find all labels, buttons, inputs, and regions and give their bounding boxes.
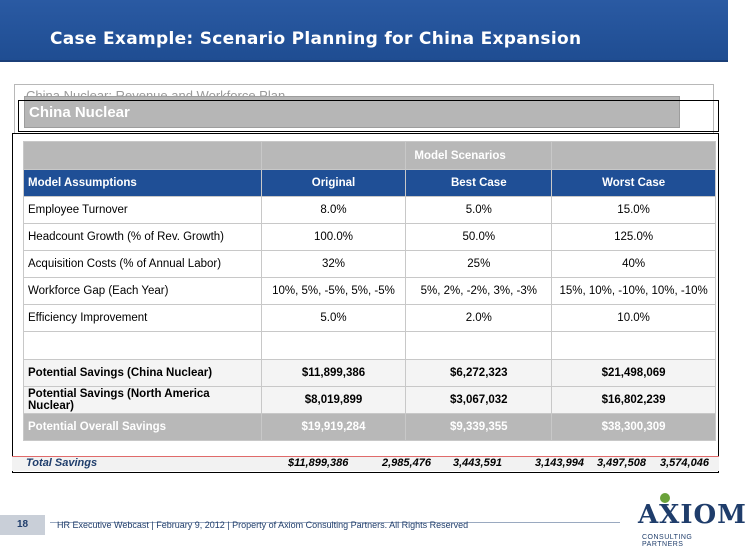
total-value: 3,574,046 — [660, 457, 709, 469]
table-cell: 100.0% — [261, 224, 406, 251]
logo-word: AXIOM — [638, 500, 747, 530]
assumptions-header: Model Assumptions — [24, 170, 262, 197]
table-cell: 10.0% — [552, 305, 716, 332]
spacer-row — [24, 332, 716, 360]
title-bar — [0, 0, 728, 62]
savings-row — [24, 387, 716, 414]
model-scenarios-label: Model Scenarios — [406, 142, 552, 170]
highlight-outline — [18, 100, 719, 132]
table-cell: 2.0% — [406, 305, 552, 332]
total-value: 3,443,591 — [453, 457, 502, 469]
scenarios-header-row — [24, 142, 716, 170]
overall-savings-row — [24, 414, 716, 441]
scenario-table — [23, 141, 716, 441]
axiom-logo — [628, 498, 747, 550]
china-nuclear-label: China Nuclear — [29, 104, 130, 121]
total-value: 3,497,508 — [597, 457, 646, 469]
total-savings-label: Total Savings — [26, 457, 98, 469]
table-cell: 25% — [406, 251, 552, 278]
footer-text: HR Executive Webcast | February 9, 2012 | Property of Axiom Consulting Partners. All Rights Reserved — [57, 520, 469, 530]
table-cell: 10%, 5%, -5%, 5%, -5% — [261, 278, 406, 305]
table-row — [24, 251, 716, 278]
table-cell: 5.0% — [406, 197, 552, 224]
table-cell: 5%, 2%, -2%, 3%, -3% — [406, 278, 552, 305]
row-label: Headcount Growth (% of Rev. Growth) — [24, 224, 262, 251]
table-cell: $6,272,323 — [406, 360, 552, 387]
table-row — [24, 278, 716, 305]
row-label: Potential Savings (North America Nuclear) — [24, 387, 262, 414]
row-label: Efficiency Improvement — [24, 305, 262, 332]
column-header: Worst Case — [552, 170, 716, 197]
total-value: 3,143,994 — [535, 457, 584, 469]
table-row — [24, 305, 716, 332]
total-value: 2,985,476 — [382, 457, 431, 469]
table-cell: $21,498,069 — [552, 360, 716, 387]
table-cell: $38,300,309 — [552, 414, 716, 441]
total-value: $11,899,386 — [288, 457, 349, 469]
table-cell: $9,339,355 — [406, 414, 552, 441]
savings-row — [24, 360, 716, 387]
table-cell: $8,019,899 — [261, 387, 406, 414]
column-header: Best Case — [406, 170, 552, 197]
table-row — [24, 224, 716, 251]
slide-title: Case Example: Scenario Planning for China Expansion — [50, 29, 582, 49]
table-cell: 5.0% — [261, 305, 406, 332]
table-cell: 15.0% — [552, 197, 716, 224]
table-row — [24, 197, 716, 224]
table-cell: $11,899,386 — [261, 360, 406, 387]
table-cell: 32% — [261, 251, 406, 278]
row-label: Workforce Gap (Each Year) — [24, 278, 262, 305]
table-cell: $16,802,239 — [552, 387, 716, 414]
row-label: Potential Savings (China Nuclear) — [24, 360, 262, 387]
row-label: Potential Overall Savings — [24, 414, 262, 441]
page-number: 18 — [0, 515, 45, 535]
column-header: Original — [261, 170, 406, 197]
logo-subtitle: CONSULTING PARTNERS — [642, 534, 693, 548]
scenario-table-panel — [12, 133, 719, 473]
table-cell: $19,919,284 — [261, 414, 406, 441]
table-cell: 8.0% — [261, 197, 406, 224]
table-cell: 125.0% — [552, 224, 716, 251]
table-cell: 15%, 10%, -10%, 10%, -10% — [552, 278, 716, 305]
total-savings-row — [12, 456, 719, 471]
table-cell: $3,067,032 — [406, 387, 552, 414]
table-cell: 40% — [552, 251, 716, 278]
row-label: Employee Turnover — [24, 197, 262, 224]
row-label: Acquisition Costs (% of Annual Labor) — [24, 251, 262, 278]
column-header-row — [24, 170, 716, 197]
table-cell: 50.0% — [406, 224, 552, 251]
